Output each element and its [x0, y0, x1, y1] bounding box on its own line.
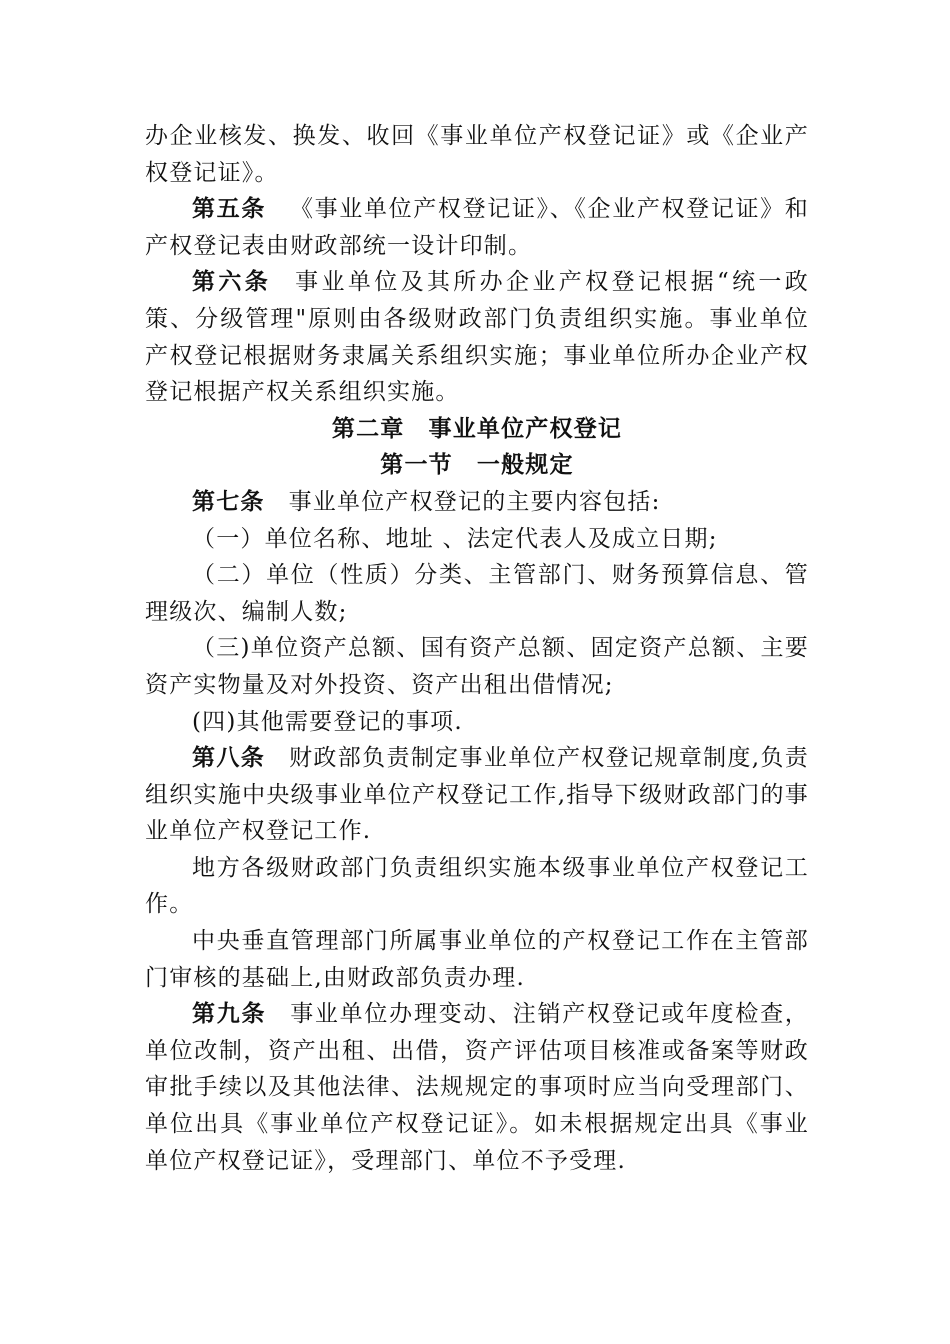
article-7-item: （三)单位资产总额、国有资产总额、固定资产总额、主要资产实物量及对外投资、资产出租出借情况;	[145, 635, 809, 698]
article-9-label: 第九条	[192, 1000, 267, 1028]
article-5	[145, 191, 809, 264]
article-7-item: （二）单位（性质）分类、主管部门、财务预算信息、管理级次、编制人数;	[145, 562, 809, 625]
article-8-paragraph-2: 地方各级财政部门负责组织实施本级事业单位产权登记工作。	[145, 854, 809, 918]
section-number: 第一节	[380, 451, 453, 479]
section-heading	[145, 447, 809, 484]
document-body	[145, 118, 809, 1179]
chapter-number: 第二章	[331, 414, 405, 442]
article-7-item: （一）单位名称、地址 、法定代表人及成立日期;	[192, 525, 718, 552]
article-7	[145, 484, 809, 521]
article-6	[145, 264, 809, 410]
chapter-heading	[145, 411, 809, 448]
article-8-paragraph-3: 中央垂直管理部门所属事业单位的产权登记工作在主管部门审核的基础上,由财政部负责办理.	[145, 928, 809, 991]
section-title: 一般规定	[476, 451, 574, 479]
article-9-text: 事业单位办理变动、注销产权登记或年度检查，单位改制，资产出租、出借，资产评估项目核准或备案等财政审批手续以及其他法律、法规规定的事项时应当向受理部门、单位出具《事业单位产权登记证》。如未根据规定出具《事业单位产权登记证》，受理部门、单位不予受理.	[145, 1001, 810, 1174]
article-7-text: 事业单位产权登记的主要内容包括:	[288, 488, 661, 515]
article-7-item: (四)其他需要登记的事项.	[192, 708, 463, 735]
article-6-label: 第六条	[192, 268, 272, 296]
continuation-paragraph: 办企业核发、换发、收回《事业单位产权登记证》或《企业产权登记证》。	[145, 123, 809, 186]
article-9	[145, 996, 809, 1179]
article-7-label: 第七条	[192, 487, 265, 515]
article-8-text: 财政部负责制定事业单位产权登记规章制度,负责组织实施中央级事业单位产权登记工作,指导下级财政部门的事业单位产权登记工作.	[145, 745, 809, 845]
article-5-label: 第五条	[192, 195, 266, 223]
article-5-text: 《事业单位产权登记证》、《企业产权登记证》和产权登记表由财政部统一设计印制。	[145, 196, 809, 259]
article-6-text: 事业单位及其所办企业产权登记根据“统一政策、分级管理"原则由各级财政部门负责组织实施。事业单位产权登记根据财务隶属关系组织实施；事业单位所办企业产权登记根据产权关系组织实施。	[145, 269, 809, 406]
article-8-label: 第八条	[192, 744, 266, 772]
chapter-title: 事业单位产权登记	[428, 414, 623, 442]
article-8	[145, 740, 809, 850]
